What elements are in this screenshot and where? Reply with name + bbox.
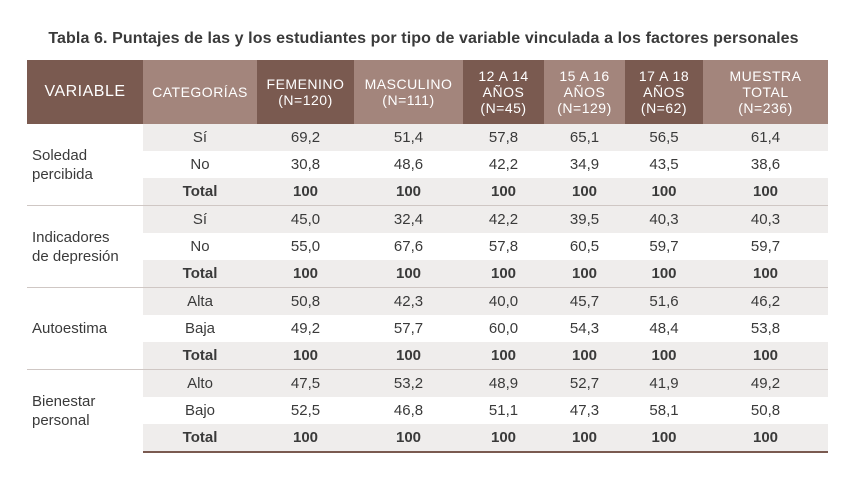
value-cell: 100	[625, 178, 703, 206]
header-femenino: FEMENINO (N=120)	[257, 60, 354, 124]
value-cell: 52,5	[290, 402, 321, 419]
value-cell: 46,2	[703, 288, 828, 316]
value-cell: 57,8	[463, 124, 544, 151]
value-cell: 67,6	[393, 238, 424, 255]
value-cell: 48,4	[649, 320, 679, 337]
variable-label: Autoestima	[32, 320, 108, 337]
table-body	[27, 124, 828, 452]
table-row	[27, 288, 828, 316]
value-cell: 100	[625, 424, 703, 452]
header-row	[27, 60, 828, 124]
category-cell: Alto	[143, 370, 257, 398]
value-cell: 100	[354, 424, 463, 452]
value-cell: 51,1	[488, 402, 519, 419]
value-cell: 100	[354, 178, 463, 206]
value-cell: 100	[703, 178, 828, 206]
value-cell: 100	[703, 342, 828, 370]
value-cell: 53,2	[354, 370, 463, 398]
value-cell: 41,9	[625, 370, 703, 398]
value-cell: 100	[544, 178, 625, 206]
table-row	[27, 178, 828, 206]
value-cell: 51,4	[354, 124, 463, 151]
value-cell: 55,0	[290, 238, 321, 255]
category-cell: Baja	[184, 320, 216, 337]
value-cell: 69,2	[257, 124, 354, 151]
value-cell: 100	[257, 260, 354, 288]
header-17-18: 17 A 18 AÑOS (N=62)	[625, 60, 703, 124]
value-cell: 100	[257, 424, 354, 452]
category-cell: Total	[143, 342, 257, 370]
variable-label: de depresión	[32, 247, 119, 265]
value-cell: 100	[625, 342, 703, 370]
value-cell: 56,5	[625, 124, 703, 151]
value-cell: 45,0	[257, 206, 354, 234]
value-cell: 39,5	[544, 206, 625, 234]
value-cell: 49,2	[290, 320, 321, 337]
value-cell: 100	[463, 342, 544, 370]
table-row	[27, 397, 828, 424]
value-cell: 47,5	[257, 370, 354, 398]
category-cell: Bajo	[184, 402, 216, 419]
value-cell: 59,7	[649, 238, 679, 255]
value-cell: 58,1	[649, 402, 679, 419]
value-cell: 34,9	[569, 156, 600, 173]
value-cell: 100	[703, 260, 828, 288]
table-row	[27, 342, 828, 370]
category-cell: Total	[143, 424, 257, 452]
value-cell: 100	[544, 342, 625, 370]
value-cell: 48,6	[393, 156, 424, 173]
value-cell: 45,7	[544, 288, 625, 316]
header-variable: VARIABLE	[27, 60, 143, 124]
value-cell: 32,4	[354, 206, 463, 234]
variable-cell	[27, 206, 143, 288]
table-row	[27, 315, 828, 342]
value-cell: 50,8	[257, 288, 354, 316]
category-cell: No	[190, 238, 210, 255]
value-cell: 65,1	[544, 124, 625, 151]
value-cell: 57,8	[488, 238, 519, 255]
value-cell: 100	[463, 260, 544, 288]
value-cell: 40,3	[625, 206, 703, 234]
value-cell: 40,0	[463, 288, 544, 316]
value-cell: 42,2	[488, 156, 519, 173]
value-cell: 100	[463, 178, 544, 206]
table-title: Tabla 6. Puntajes de las y los estudiantes por tipo de variable vinculada a los factores personales	[48, 30, 799, 47]
value-cell: 59,7	[750, 238, 781, 255]
table-row	[27, 233, 828, 260]
table-row	[27, 260, 828, 288]
value-cell: 42,3	[354, 288, 463, 316]
category-cell: No	[190, 156, 210, 173]
category-cell: Total	[143, 178, 257, 206]
value-cell: 100	[625, 260, 703, 288]
value-cell: 57,7	[393, 320, 424, 337]
value-cell: 49,2	[703, 370, 828, 398]
value-cell: 60,0	[488, 320, 519, 337]
category-cell: Alta	[143, 288, 257, 316]
variable-label: percibida	[32, 165, 93, 183]
value-cell: 47,3	[569, 402, 600, 419]
variable-cell	[27, 288, 143, 370]
table-row	[27, 124, 828, 151]
variable-cell	[27, 124, 143, 206]
value-cell: 100	[463, 424, 544, 452]
value-cell: 50,8	[750, 402, 781, 419]
category-cell: Total	[143, 260, 257, 288]
category-cell: Sí	[143, 206, 257, 234]
value-cell: 100	[257, 342, 354, 370]
header-12-14: 12 A 14 AÑOS (N=45)	[463, 60, 544, 124]
value-cell: 61,4	[703, 124, 828, 151]
value-cell: 100	[257, 178, 354, 206]
value-cell: 52,7	[544, 370, 625, 398]
header-categorias: CATEGORÍAS	[143, 60, 257, 124]
scores-table	[27, 60, 828, 453]
value-cell: 48,9	[463, 370, 544, 398]
category-cell: Sí	[143, 124, 257, 151]
table-row	[27, 151, 828, 178]
table-row	[27, 370, 828, 398]
value-cell: 100	[354, 342, 463, 370]
value-cell: 100	[544, 424, 625, 452]
value-cell: 100	[544, 260, 625, 288]
variable-label: personal	[32, 412, 90, 429]
table-row	[27, 424, 828, 452]
value-cell: 53,8	[750, 320, 781, 337]
variable-label: Soledad	[32, 146, 88, 164]
variable-label: Bienestar	[32, 393, 96, 410]
value-cell: 51,6	[625, 288, 703, 316]
header-muestra-total: MUESTRA TOTAL (N=236)	[703, 60, 828, 124]
value-cell: 100	[703, 424, 828, 452]
value-cell: 100	[354, 260, 463, 288]
value-cell: 54,3	[569, 320, 600, 337]
variable-label: Indicadores	[32, 228, 110, 246]
variable-cell	[27, 370, 143, 453]
header-15-16: 15 A 16 AÑOS (N=129)	[544, 60, 625, 124]
value-cell: 43,5	[649, 156, 679, 173]
value-cell: 42,2	[463, 206, 544, 234]
value-cell: 38,6	[750, 156, 781, 173]
value-cell: 30,8	[290, 156, 321, 173]
value-cell: 40,3	[703, 206, 828, 234]
header-masculino: MASCULINO (N=111)	[354, 60, 463, 124]
table-row	[27, 206, 828, 234]
value-cell: 46,8	[393, 402, 424, 419]
value-cell: 60,5	[569, 238, 600, 255]
